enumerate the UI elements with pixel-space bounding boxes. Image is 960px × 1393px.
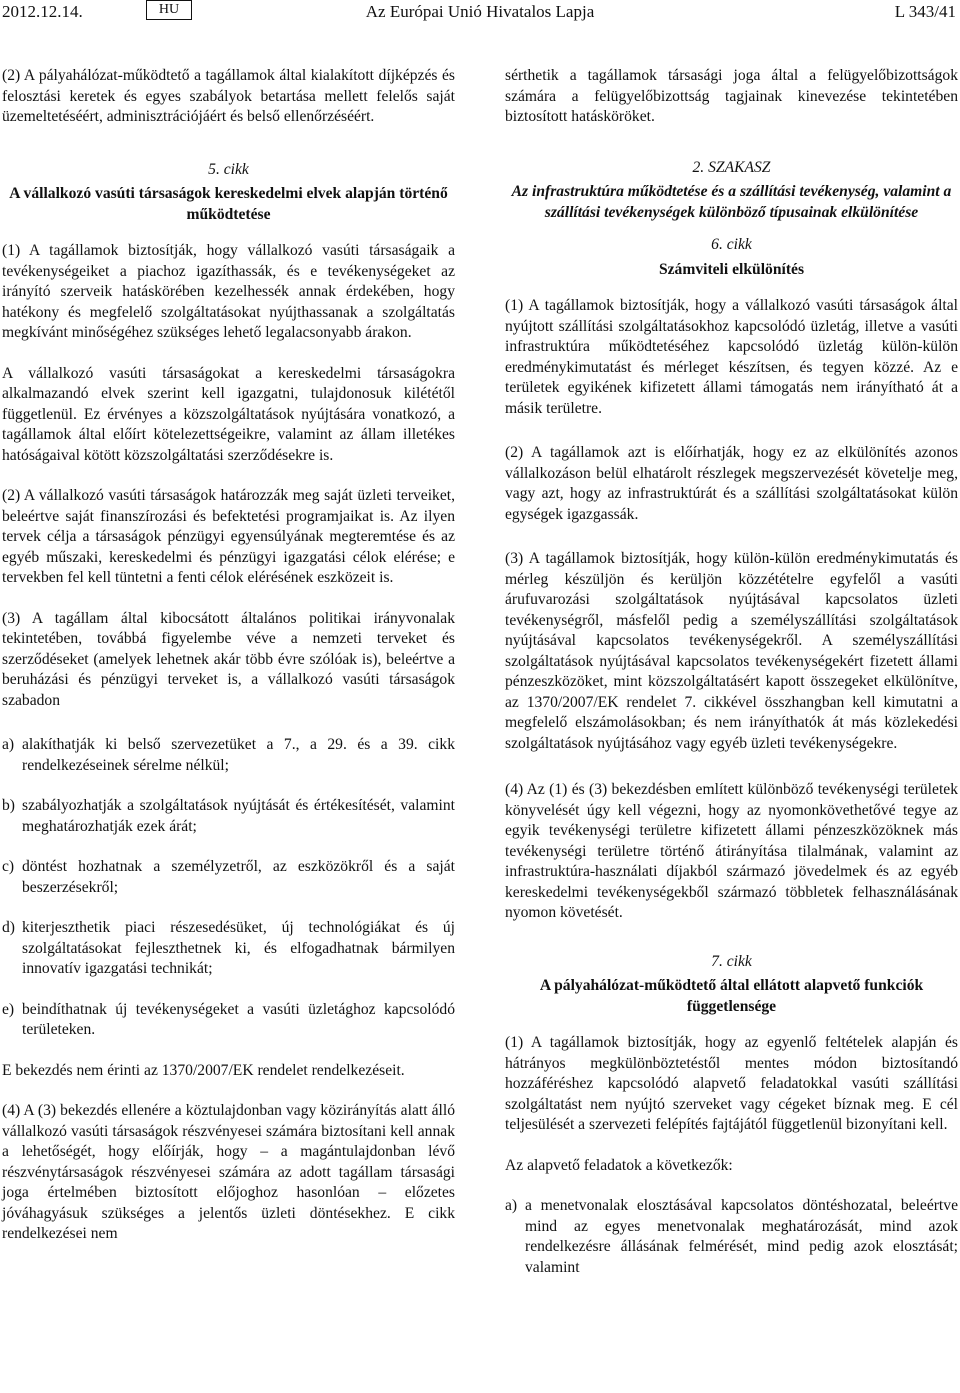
left-column (2, 66, 455, 1265)
article-number: 7. cikk (711, 952, 752, 970)
paragraph: (3) A tagállam által kibocsátott általános politikai irányvonalak tekintetében, továbbá figyelembe véve a nemzeti terveket és szerződéseket (amelyek lehetnek akár több évre szólóak is), beleértve a beruházási és pénzügyi terveket is, a vállalkozó vasúti társaságok szabadon (2, 609, 455, 709)
header-page-number: L 343/41 (894, 2, 956, 21)
list-item-text: döntést hozhatnak a személyzetről, az eszközökről és a saját beszerzésekről; (22, 858, 455, 896)
paragraph: (4) Az (1) és (3) bekezdésben említett különböző tevékenységi területek könyvelését úgy kell végezni, hogy az nyomonkövethetővé tegye az egyik tevékenységi területre kifizetett állami pénzeszközöknek más tevékenységi területre történő átirányítása tilalmának, valamint az infrastruktúra-használati díjakból származó jövedelmek és az egyéb kereskedelmi tevékenységekből származó többletek felhasználásának nyomon követését. (505, 781, 958, 921)
paragraph: (1) A tagállamok biztosítják, hogy az egyenlő feltételek alapján és hátrányos megkülönböztetéstől mentes módon biztosítandó hozzáféréshez kapcsolódó alapvető feladatokkal vasúti szállítási szolgáltatást nem nyújtó szerveket vagy cégeket bíznak meg. E cél teljesülését a szervezeti felépítés fajtájától függetlenül bizonyítani kell. (505, 1034, 958, 1133)
list-item-text: beindíthatnak új tevékenységeket a vasúti üzletághoz kapcsolódó területeken. (22, 1000, 455, 1038)
list-item (505, 1196, 958, 1278)
list-item-label: a) (505, 1197, 518, 1214)
article-title: Számviteli elkülönítés (658, 260, 805, 278)
list-item-label: a) (2, 736, 15, 753)
paragraph: (1) A tagállamok biztosítják, hogy a vállalkozó vasúti társaságok által nyújtott szállítási szolgáltatásokhoz kapcsolódó üzletág, illetve a vasúti infrastruktúra működtetéséhez kapcsolódó üzletág külön-külön eredménykimutatást és mérleget készítsen, és tegyen közzé. Az e területek egyikének kifizetett állami támogatás nem irányítható át a másik területre. (505, 297, 958, 417)
article-number: 6. cikk (711, 236, 752, 253)
header-date: 2012.12.14. (2, 2, 83, 21)
section-number: 2. SZAKASZ (692, 158, 771, 176)
list-item-text: kiterjeszthetik piaci részesedésüket, új technológiákat és új szolgáltatásokat fejleszthetnek ki, és elfogadhatnak bármilyen innovatív igazgatási technikát; (22, 919, 455, 977)
list-item (2, 735, 455, 776)
paragraph: (2) A tagállamok azt is előírhatják, hogy ez az elkülönítés azonos vállalkozáson belül elhatárolt részlegek megszervezését követelje meg, vagy azt, hogy az infrastruktúrát és a szállítási szolgáltatásokat külön egységek igazgassák. (505, 444, 958, 523)
paragraph: E bekezdés nem érinti az 1370/2007/EK rendelet rendelkezéseit. (2, 1061, 405, 1079)
right-column (505, 66, 958, 1298)
list-item-label: e) (2, 1000, 15, 1018)
article-number: 5. cikk (208, 160, 249, 178)
paragraph: (2) A vállalkozó vasúti társaságok határozzák meg saját üzleti terveiket, beleértve saját finanszírozási és befektetési programjaikat is. Az ilyen tervek célja a társaságok pénzügyi egyensúlyának megteremtése és az egyéb műszaki, kereskedelmi és pénzügyi igazgatási célok elérése; e tervekben fel kell tüntetni a fenti célok elérésének eszközeit is. (2, 487, 455, 586)
paragraph: sérthetik a tagállamok társasági joga által a felügyelőbizottságok számára a felügyelőbizottság tagjainak kinevezése tekintetében biztosított hatásköröket. (505, 67, 958, 125)
list-item (2, 918, 455, 980)
header-journal-title: Az Európai Unió Hivatalos Lapja (365, 2, 595, 21)
list-item-label: d) (2, 919, 15, 936)
list-item-text: a menetvonalak elosztásával kapcsolatos döntéshozatal, beleértve mind az egyes menetvonalak meghatározását, mind azok rendelkezésre állásának felmérését, mind pedig azok elosztását; valamint (525, 1197, 958, 1276)
paragraph: (3) A tagállamok biztosítják, hogy külön-külön eredménykimutatás és mérleg készüljön és kerüljön közzétételre egyfelől a vasúti árufuvarozási szolgáltatások nyújtásával kapcsolatos üzleti tevékenységről, másfelől pedig a személyszállítási szolgáltatások nyújtásával kapcsolatos tevékenységekről. A személyszállítási szolgáltatások nyújtásával kapcsolatos tevékenységekért fizetett állami pénzeszközöket, mint közszolgáltatásért kapott összegeket elkülönítve, az 1370/2007/EK rendelet 7. cikkével összhangban kell kimutatni a megfelelő elszámolásokban; és nem irányíthatók át más közlekedési szolgáltatások nyújtásához vagy egyéb üzleti tevékenységekre. (505, 550, 958, 752)
list-item-label: b) (2, 797, 15, 814)
list-item-text: szabályozhatják a szolgáltatások nyújtását és értékesítését, valamint meghatározhatják ezek árát; (22, 797, 455, 835)
list-item (2, 857, 455, 898)
paragraph: A vállalkozó vasúti társaságokat a kereskedelmi társaságokra alkalmazandó elvek szerint kell igazgatni, tulajdonosuk kilététől függetlenül. Ez érvényes a közszolgáltatások nyújtására vonatkozó, a tagállamok által előírt kötelezettségeikre, valamint az állam illetékes hatóságaival kötött közszolgáltatási szerződésekre is. (2, 364, 455, 464)
list-item-label: c) (2, 858, 15, 875)
paragraph: (4) A (3) bekezdés ellenére a köztulajdonban vagy közirányítás alatt álló vállalkozó vasúti társaságok részvényesei számára biztosítani kell annak a lehetőségét, hogy előírják, hogy – a magántulajdonban lévő részvénytársaságok részvényesei számára az adott tagállam társasági joga értelmében biztosított előjoghoz hasonlóan – előzetes jóváhagyásuk szükséges a jelentős üzleti döntésekhez. E cikk rendelkezései nem (2, 1102, 455, 1242)
paragraph: Az alapvető feladatok a következők: (505, 1156, 733, 1174)
page-header (0, 0, 960, 26)
paragraph: (2) A pályahálózat-működtető a tagállamok által kialakított díjképzés és felosztási keretek és egyes szabályok betartása mellett felelős saját üzemeltetéséért, adminisztrációjáért és belső ellenőrzéséért. (2, 67, 455, 125)
article-title: A pályahálózat-működtető által ellátott alapvető funkciók függetlensége (539, 977, 924, 1015)
list-item (2, 796, 455, 837)
paragraph: (1) A tagállamok biztosítják, hogy vállalkozó vasúti társaságaik a tevékenységeiket a piachoz igazíthassák, és e tevékenységeket az irányító szerveik hatáskörében kezelhessék annak érdekében, hogy hatékony és megfelelő szolgáltatásokat nyújthassanak a szolgáltatás megkívánt minőségéhez szükséges lehető legalacsonyabb árakon. (2, 242, 455, 341)
list-item-text: alakíthatják ki belső szervezetüket a 7., a 29. és a 39. cikk rendelkezéseinek sérelme nélkül; (22, 736, 455, 774)
list-item (2, 1000, 455, 1041)
article-title: A vállalkozó vasúti társaságok kereskedelmi elvek alapján történő működtetése (9, 185, 448, 223)
section-title: Az infrastruktúra működtetése és a szállítási tevékenység, valamint a szállítási tevékenységek különböző típusainak elkülönítése (511, 183, 952, 221)
header-language-box: HU (146, 0, 192, 20)
